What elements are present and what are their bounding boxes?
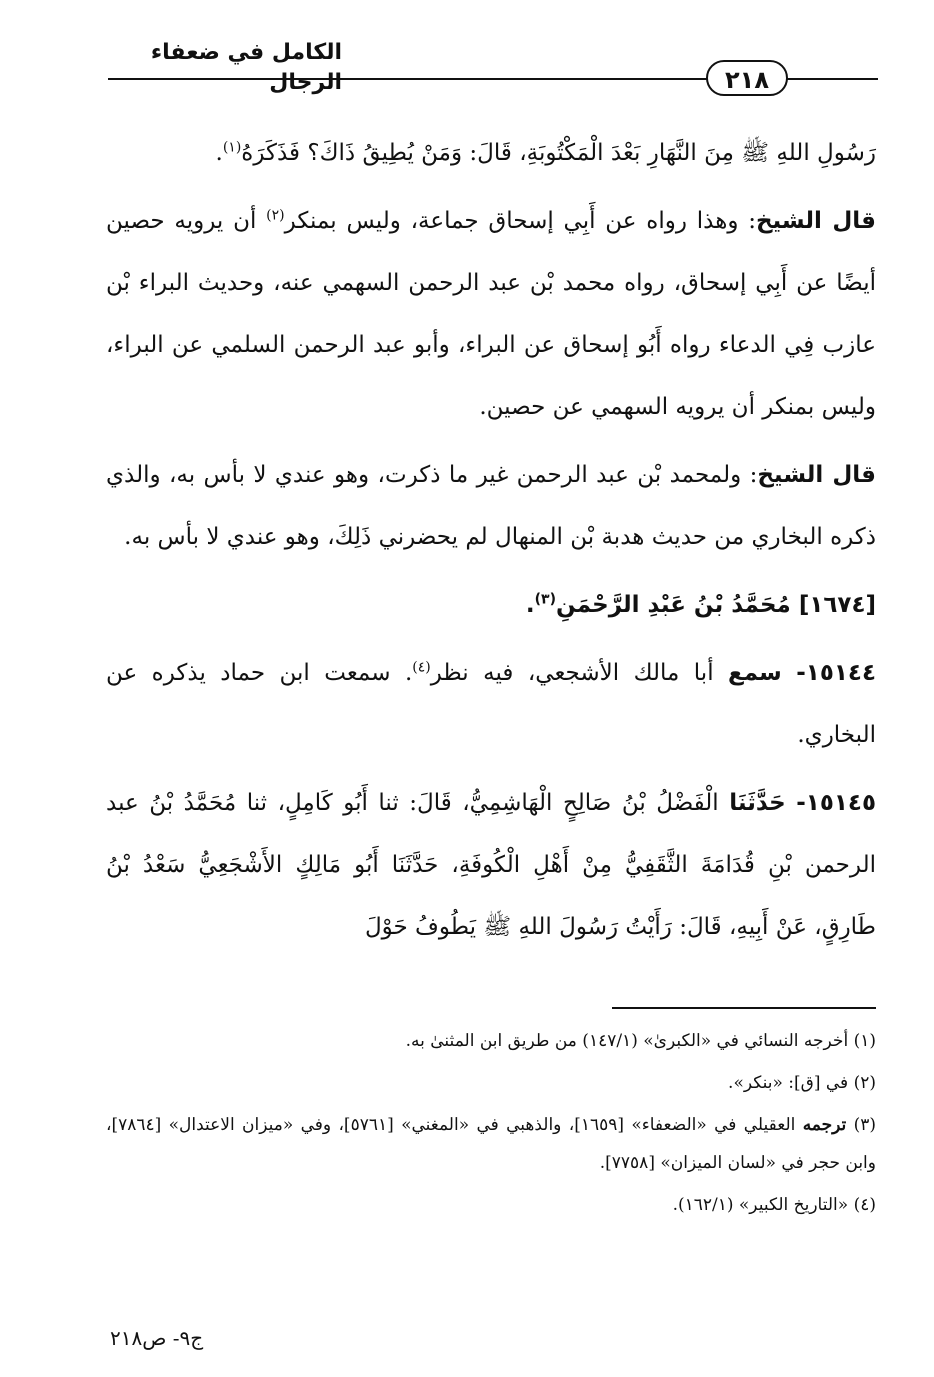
paragraph-1-text: رَسُولِ اللهِ ﷺ مِنَ النَّهَارِ بَعْدَ الْمَكْتُوبَةِ، قَالَ: وَمَنْ يُطِيقُ ذَاكَ؟ فَذَكَرَهُ (241, 140, 876, 166)
page-number: ٢١٨ (706, 60, 788, 96)
footnote-1: (١) أخرجه النسائي في «الكبرىٰ» (١٤٧/١) من طريق ابن المثنىٰ به. (405, 1031, 876, 1051)
footnote-3-number: (٣) (853, 1115, 877, 1135)
footnote-ref-3: (٣) (534, 591, 556, 608)
entry-end: . (525, 592, 535, 618)
sheikh-label: قال الشيخ (755, 208, 876, 234)
hadith-keyword: سمع (728, 660, 782, 686)
entry-heading (106, 574, 876, 636)
footnote-2: (٢) في [ق]: «بنكر». (728, 1073, 876, 1093)
hadith-15144 (106, 642, 876, 766)
hadith-15144-text-a: أبا مالك الأشجعي، فيه نظر (430, 660, 729, 686)
footnote-3-keyword: ترجمه (802, 1115, 847, 1135)
volume-page-ref: ج٩- ص٢١٨ (110, 1326, 204, 1350)
entry-name: مُحَمَّدُ بْنُ عَبْدِ الرَّحْمَنِ (556, 592, 791, 618)
paragraph-1 (106, 122, 876, 184)
footnote-ref-1: (١) (222, 139, 242, 156)
hadith-15145 (106, 772, 876, 958)
footnote-rule (612, 1007, 876, 1009)
paragraph-1-end: . (215, 140, 223, 166)
hadith-15144-text-b: . سمعت ابن حماد يذكره عن البخاري. (106, 660, 876, 748)
paragraph-2-text-b: أن يرويه حصين أيضًا عن أَبِي إسحاق، رواه محمد بْن عبد الرحمن السهمي عنه، وحديث البراء بْن عازب فِي الدعاء رواه أَبُو إسحاق عن البراء، وأبو عبد الرحمن السلمي عن البراء، وليس بمنكر أن يرويه السهمي عن حصين. (106, 208, 876, 420)
book-title: الكامل في ضعفاء الرجال (150, 40, 342, 95)
footnote-4: (٤) «التاريخ الكبير» (١٦٢/١). (672, 1195, 876, 1215)
sheikh-label: قال الشيخ (757, 462, 876, 488)
footnote-ref-4: (٤) (412, 659, 431, 676)
footnotes (106, 1022, 876, 1228)
entry-number: [١٦٧٤] (798, 592, 876, 618)
paragraph-3-text: : ولمحمد بْن عبد الرحمن غير ما ذكرت، وهو عندي لا بأس به، والذي ذكره البخاري من حديث هدبة بْن المنهال لم يحضرني ذَلِكَ، وهو عندي لا بأس به. (106, 462, 876, 550)
hadith-number: ١٥١٤٤- (796, 660, 876, 686)
hadith-15145-text: الْفَضْلُ بْنُ صَالِحٍ الْهَاشِمِيُّ، قَالَ: ثنا أَبُو كَامِلٍ، ثنا مُحَمَّدُ بْنُ عبد الرحمن بْنِ قُدَامَةَ الثَّقَفِيُّ مِنْ أَهْلِ الْكُوفَةِ، حَدَّثَنَا أَبُو مَالِكٍ الأَشْجَعِيُّ سَعْدُ بْنُ طَارِقٍ، عَنْ أَبِيهِ، قَالَ: رَأَيْتُ رَسُولَ اللهِ ﷺ يَطُوفُ حَوْلَ (106, 790, 876, 940)
footnote-3 (106, 1106, 876, 1182)
main-text (106, 122, 876, 958)
paragraph-2-text-a: : وهذا رواه عن أَبِي إسحاق جماعة، وليس بمنكر (284, 208, 756, 234)
hadith-number: ١٥١٤٥- (796, 790, 876, 816)
paragraph-3 (106, 444, 876, 568)
footnote-3-text: العقيلي في «الضعفاء» [١٦٥٩]، والذهبي في «المغني» [٥٧٦١]، وفي «ميزان الاعتدال» [٧٨٦٤]، وابن حجر في «لسان الميزان» [٧٧٥٨]. (106, 1115, 876, 1173)
footnote-ref-2: (٢) (266, 207, 285, 224)
paragraph-2 (106, 190, 876, 438)
hadith-keyword: حَدَّثَنَا (729, 790, 786, 816)
